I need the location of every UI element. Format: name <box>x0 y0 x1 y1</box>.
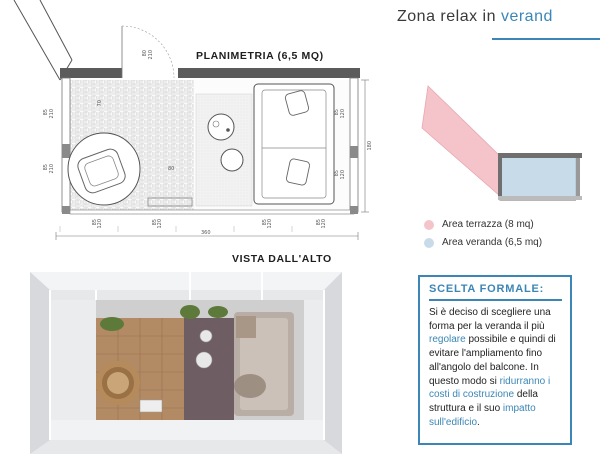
dim-door-h: 210 <box>148 50 154 60</box>
dim-door-w: 80 <box>142 50 148 57</box>
info-text-4: . <box>477 416 480 428</box>
dim-right-win-top-h: 120 <box>340 109 346 119</box>
dim-bottom-4: 85 <box>316 219 322 226</box>
top-view-title: VISTA DALL'ALTO <box>232 253 332 265</box>
dim-bottom-1b: 120 <box>97 219 103 229</box>
dim-bottom-1: 85 <box>92 219 98 226</box>
legend-dot-terrace <box>424 220 434 230</box>
dim-inner-left: 70 <box>97 100 103 107</box>
dim-bottom-2b: 120 <box>157 219 163 229</box>
dim-bottom-4b: 120 <box>321 219 327 229</box>
dim-right-win-top-w: 85 <box>334 109 340 116</box>
page-title-prefix: Zona relax in <box>397 8 501 25</box>
info-highlight-2: ridurranno i costi di costruzione <box>429 375 551 401</box>
info-highlight-3: impatto sull'edificio <box>429 402 536 428</box>
dim-inner-mid: 80 <box>168 166 175 172</box>
info-box-title: SCELTA FORMALE: <box>429 283 545 295</box>
info-highlight-1: regolare <box>429 334 466 346</box>
dim-left-win-top-w: 85 <box>43 109 49 116</box>
page-title-accent: verand <box>500 8 553 25</box>
legend-item-veranda <box>424 237 542 248</box>
dim-bottom-2: 85 <box>152 219 158 226</box>
dim-left-win-top-h: 210 <box>49 109 55 119</box>
dim-width-total: 360 <box>201 230 211 236</box>
dim-right-win-bot-w: 85 <box>334 170 340 177</box>
dim-bottom-3b: 120 <box>267 219 273 229</box>
top-view-render <box>30 272 342 454</box>
info-box-underline <box>429 299 562 301</box>
dim-bottom-3: 85 <box>262 219 268 226</box>
dim-left-win-bot-w: 85 <box>43 164 49 171</box>
info-box-text <box>429 306 567 429</box>
floor-plan-title: PLANIMETRIA (6,5 MQ) <box>196 50 324 62</box>
info-text-2: possibile e quindi di evitare l'ampliamento fino all'angolo del balcone. In questo modo si <box>429 334 556 387</box>
dim-left-win-bot-h: 210 <box>49 164 55 174</box>
info-text-1: Si è deciso di scegliere una forma per la veranda il più <box>429 307 551 332</box>
dim-height-total: 180 <box>367 141 373 151</box>
dim-right-win-bot-h: 120 <box>340 170 346 180</box>
legend-dot-veranda <box>424 238 434 248</box>
info-text-3: della struttura e il suo <box>429 389 538 414</box>
area-diagram <box>422 86 582 200</box>
legend-label-terrace: Area terrazza (8 mq) <box>442 219 534 230</box>
legend-item-terrace <box>424 219 534 230</box>
legend-label-veranda: Area veranda (6,5 mq) <box>442 237 543 248</box>
